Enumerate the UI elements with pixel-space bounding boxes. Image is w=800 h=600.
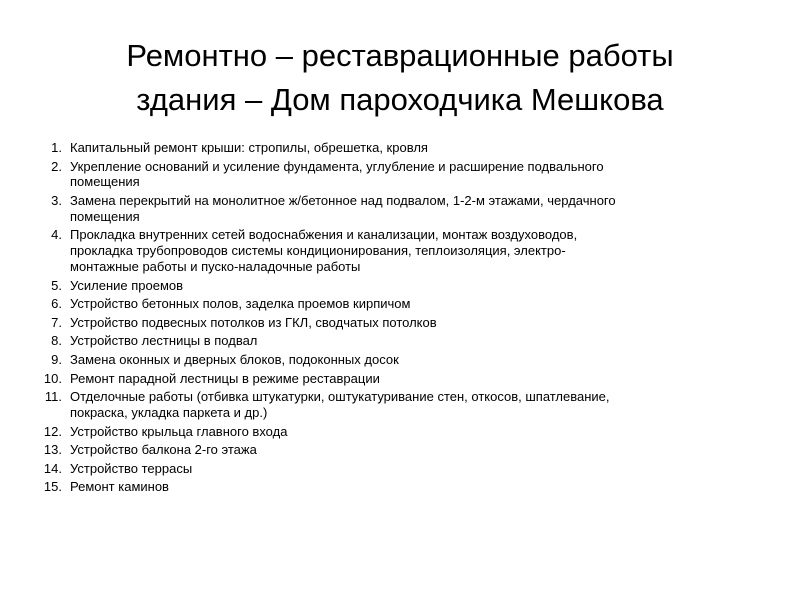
list-item [0,442,800,458]
list-item-text: Устройство лестницы в подвал [70,333,258,349]
list-item [0,315,800,331]
slide-title [40,34,760,122]
list-item [0,193,800,225]
slide-title-line-1: Ремонтно – реставрационные работы [126,38,674,73]
list-item-number: 5. [51,277,62,293]
list-item-number: 13. [43,442,62,458]
list-item-number: 3. [51,192,62,208]
list-item-number: 4. [51,227,62,243]
list-item-text: Замена оконных и дверных блоков, подоконных досок [70,351,399,367]
list-item-text: Устройство террасы [70,460,193,476]
list-item-text: Устройство крыльца главного входа [70,423,288,439]
list-item-number: 8. [51,333,62,349]
list-item-text: Укрепление оснований и усиление фундамента, углубление и расширение подвального помещения [70,158,604,190]
works-list [0,140,800,498]
list-item [0,278,800,294]
list-item-text: Прокладка внутренних сетей водоснабжения и канализации, монтаж воздуховодов, прокладка трубопроводов системы кондиционирования, теплоизоляция, электро- монтажные работы и пуско-наладочные работы [70,227,578,274]
list-item-number: 6. [51,296,62,312]
list-item [0,389,800,421]
list-item-number: 10. [43,370,62,386]
list-item [0,479,800,495]
list-item-text: Отделочные работы (отбивка штукатурки, оштукатуривание стен, откосов, шпатлевание, покраска, укладка паркета и др.) [70,389,610,420]
slide-title-line-2: здания – Дом пароходчика Мешкова [136,82,664,117]
list-item [0,227,800,274]
list-item-text: Ремонт парадной лестницы в режиме реставрации [70,370,380,386]
list-item-text: Устройство бетонных полов, заделка проемов кирпичом [70,296,411,312]
list-item-number: 7. [51,314,62,330]
list-item [0,371,800,387]
list-item-number: 1. [51,140,62,155]
list-item-text: Замена перекрытий на монолитное ж/бетонное над подвалом, 1-2-м этажами, чердачного помещения [70,192,616,224]
list-item [0,461,800,477]
list-item [0,296,800,312]
list-item [0,140,800,156]
list-item-text: Устройство подвесных потолков из ГКЛ, сводчатых потолков [70,314,437,330]
list-item-number: 11. [44,389,62,405]
list-item-text: Устройство балкона 2-го этажа [70,442,257,458]
list-item-text: Усиление проемов [70,277,184,293]
list-item [0,424,800,440]
list-item-number: 2. [51,158,62,174]
list-item-number: 9. [51,351,62,367]
list-item-number: 12. [43,423,62,439]
list-item-number: 15. [43,479,62,495]
list-item [0,352,800,368]
list-item-text: Капитальный ремонт крыши: стропилы, обрешетка, кровля [70,140,428,155]
list-item-number: 14. [43,460,62,476]
list-item [0,159,800,191]
list-item-text: Ремонт каминов [70,479,169,495]
list-item [0,333,800,349]
